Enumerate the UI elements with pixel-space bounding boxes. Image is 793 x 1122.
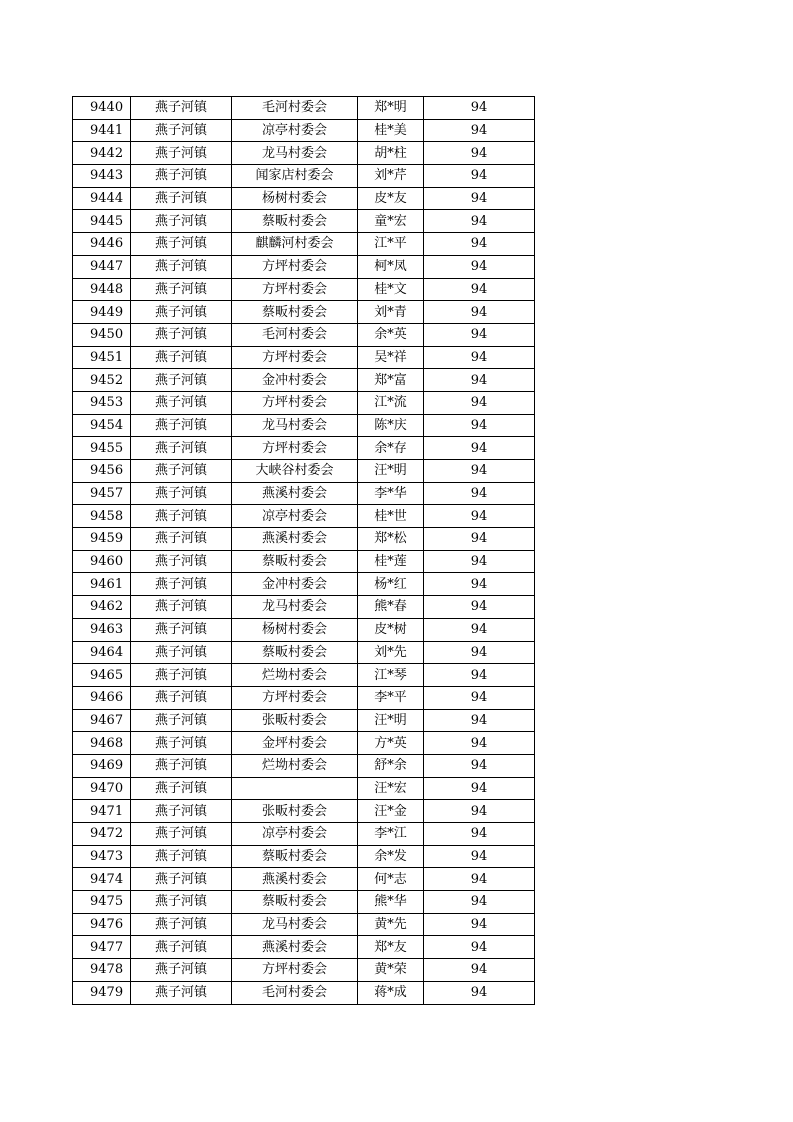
town-cell: 燕子河镇 — [131, 346, 232, 369]
village-cell: 毛河村委会 — [232, 323, 358, 346]
person-name-cell: 郑*友 — [358, 936, 424, 959]
town-cell: 燕子河镇 — [131, 868, 232, 891]
value-cell: 94 — [424, 255, 535, 278]
row-number-cell: 9444 — [73, 187, 131, 210]
value-cell: 94 — [424, 709, 535, 732]
town-cell: 燕子河镇 — [131, 641, 232, 664]
row-number-cell: 9464 — [73, 641, 131, 664]
table-row — [73, 233, 535, 256]
person-name-cell: 郑*松 — [358, 528, 424, 551]
town-cell: 燕子河镇 — [131, 936, 232, 959]
person-name-cell: 刘*先 — [358, 641, 424, 664]
row-number-cell: 9468 — [73, 732, 131, 755]
row-number-cell: 9475 — [73, 891, 131, 914]
value-cell: 94 — [424, 641, 535, 664]
town-cell: 燕子河镇 — [131, 437, 232, 460]
town-cell: 燕子河镇 — [131, 754, 232, 777]
village-cell: 张畈村委会 — [232, 709, 358, 732]
value-cell: 94 — [424, 187, 535, 210]
table-row — [73, 686, 535, 709]
town-cell: 燕子河镇 — [131, 255, 232, 278]
value-cell: 94 — [424, 800, 535, 823]
value-cell: 94 — [424, 823, 535, 846]
row-number-cell: 9445 — [73, 210, 131, 233]
table-row — [73, 823, 535, 846]
town-cell: 燕子河镇 — [131, 97, 232, 120]
value-cell: 94 — [424, 346, 535, 369]
town-cell: 燕子河镇 — [131, 800, 232, 823]
village-cell: 麒麟河村委会 — [232, 233, 358, 256]
person-name-cell: 舒*余 — [358, 754, 424, 777]
row-number-cell: 9469 — [73, 754, 131, 777]
table-row — [73, 641, 535, 664]
row-number-cell: 9473 — [73, 845, 131, 868]
village-cell: 龙马村委会 — [232, 913, 358, 936]
table-row — [73, 278, 535, 301]
table-row — [73, 210, 535, 233]
table-row — [73, 959, 535, 982]
table-row — [73, 664, 535, 687]
row-number-cell: 9450 — [73, 323, 131, 346]
row-number-cell: 9466 — [73, 686, 131, 709]
row-number-cell: 9456 — [73, 460, 131, 483]
person-name-cell: 郑*富 — [358, 369, 424, 392]
row-number-cell: 9440 — [73, 97, 131, 120]
table-row — [73, 482, 535, 505]
village-cell: 毛河村委会 — [232, 97, 358, 120]
row-number-cell: 9455 — [73, 437, 131, 460]
village-cell: 方坪村委会 — [232, 346, 358, 369]
value-cell: 94 — [424, 391, 535, 414]
table-row — [73, 800, 535, 823]
person-name-cell: 桂*世 — [358, 505, 424, 528]
value-cell: 94 — [424, 664, 535, 687]
town-cell: 燕子河镇 — [131, 301, 232, 324]
value-cell: 94 — [424, 505, 535, 528]
person-name-cell: 江*平 — [358, 233, 424, 256]
row-number-cell: 9463 — [73, 618, 131, 641]
village-cell: 龙马村委会 — [232, 414, 358, 437]
value-cell: 94 — [424, 97, 535, 120]
village-cell: 凉亭村委会 — [232, 505, 358, 528]
value-cell: 94 — [424, 981, 535, 1004]
town-cell: 燕子河镇 — [131, 278, 232, 301]
value-cell: 94 — [424, 550, 535, 573]
person-name-cell: 陈*庆 — [358, 414, 424, 437]
table-row — [73, 596, 535, 619]
town-cell: 燕子河镇 — [131, 505, 232, 528]
table-row — [73, 709, 535, 732]
table-row — [73, 346, 535, 369]
table-row — [73, 437, 535, 460]
town-cell: 燕子河镇 — [131, 981, 232, 1004]
person-name-cell: 蒋*成 — [358, 981, 424, 1004]
table-row — [73, 618, 535, 641]
table-row — [73, 255, 535, 278]
village-cell: 大峡谷村委会 — [232, 460, 358, 483]
person-name-cell: 汪*金 — [358, 800, 424, 823]
village-cell: 金冲村委会 — [232, 573, 358, 596]
row-number-cell: 9477 — [73, 936, 131, 959]
town-cell: 燕子河镇 — [131, 414, 232, 437]
row-number-cell: 9458 — [73, 505, 131, 528]
village-cell: 燕溪村委会 — [232, 936, 358, 959]
value-cell: 94 — [424, 891, 535, 914]
town-cell: 燕子河镇 — [131, 664, 232, 687]
value-cell: 94 — [424, 618, 535, 641]
table-row — [73, 913, 535, 936]
row-number-cell: 9442 — [73, 142, 131, 165]
village-cell — [232, 777, 358, 800]
table-row — [73, 936, 535, 959]
row-number-cell: 9472 — [73, 823, 131, 846]
person-name-cell: 熊*华 — [358, 891, 424, 914]
town-cell: 燕子河镇 — [131, 233, 232, 256]
value-cell: 94 — [424, 119, 535, 142]
town-cell: 燕子河镇 — [131, 119, 232, 142]
person-name-cell: 余*存 — [358, 437, 424, 460]
value-cell: 94 — [424, 210, 535, 233]
person-name-cell: 郑*明 — [358, 97, 424, 120]
village-cell: 张畈村委会 — [232, 800, 358, 823]
row-number-cell: 9443 — [73, 165, 131, 188]
person-name-cell: 江*流 — [358, 391, 424, 414]
row-number-cell: 9476 — [73, 913, 131, 936]
town-cell: 燕子河镇 — [131, 845, 232, 868]
row-number-cell: 9457 — [73, 482, 131, 505]
value-cell: 94 — [424, 301, 535, 324]
value-cell: 94 — [424, 845, 535, 868]
value-cell: 94 — [424, 278, 535, 301]
value-cell: 94 — [424, 868, 535, 891]
town-cell: 燕子河镇 — [131, 618, 232, 641]
village-cell: 燕溪村委会 — [232, 528, 358, 551]
town-cell: 燕子河镇 — [131, 959, 232, 982]
table-row — [73, 323, 535, 346]
row-number-cell: 9448 — [73, 278, 131, 301]
value-cell: 94 — [424, 323, 535, 346]
person-name-cell: 童*宏 — [358, 210, 424, 233]
person-name-cell: 桂*莲 — [358, 550, 424, 573]
village-cell: 烂坳村委会 — [232, 754, 358, 777]
village-cell: 方坪村委会 — [232, 686, 358, 709]
table-row — [73, 165, 535, 188]
row-number-cell: 9465 — [73, 664, 131, 687]
value-cell: 94 — [424, 165, 535, 188]
table-row — [73, 528, 535, 551]
village-cell: 燕溪村委会 — [232, 482, 358, 505]
village-cell: 凉亭村委会 — [232, 823, 358, 846]
person-name-cell: 黄*先 — [358, 913, 424, 936]
person-name-cell: 李*江 — [358, 823, 424, 846]
table-row — [73, 414, 535, 437]
town-cell: 燕子河镇 — [131, 686, 232, 709]
village-cell: 烂坳村委会 — [232, 664, 358, 687]
row-number-cell: 9460 — [73, 550, 131, 573]
row-number-cell: 9452 — [73, 369, 131, 392]
value-cell: 94 — [424, 528, 535, 551]
town-cell: 燕子河镇 — [131, 777, 232, 800]
value-cell: 94 — [424, 777, 535, 800]
row-number-cell: 9446 — [73, 233, 131, 256]
value-cell: 94 — [424, 573, 535, 596]
table-row — [73, 369, 535, 392]
town-cell: 燕子河镇 — [131, 573, 232, 596]
person-name-cell: 余*英 — [358, 323, 424, 346]
row-number-cell: 9474 — [73, 868, 131, 891]
town-cell: 燕子河镇 — [131, 323, 232, 346]
person-name-cell: 李*平 — [358, 686, 424, 709]
village-cell: 方坪村委会 — [232, 255, 358, 278]
town-cell: 燕子河镇 — [131, 709, 232, 732]
village-cell: 金坪村委会 — [232, 732, 358, 755]
village-cell: 蔡畈村委会 — [232, 641, 358, 664]
person-name-cell: 熊*春 — [358, 596, 424, 619]
person-name-cell: 何*志 — [358, 868, 424, 891]
value-cell: 94 — [424, 913, 535, 936]
table-row — [73, 550, 535, 573]
value-cell: 94 — [424, 437, 535, 460]
village-cell: 方坪村委会 — [232, 391, 358, 414]
person-name-cell: 杨*红 — [358, 573, 424, 596]
row-number-cell: 9447 — [73, 255, 131, 278]
table-row — [73, 119, 535, 142]
village-cell: 龙马村委会 — [232, 596, 358, 619]
town-cell: 燕子河镇 — [131, 528, 232, 551]
person-name-cell: 吴*祥 — [358, 346, 424, 369]
village-cell: 方坪村委会 — [232, 278, 358, 301]
village-cell: 方坪村委会 — [232, 437, 358, 460]
person-name-cell: 桂*美 — [358, 119, 424, 142]
town-cell: 燕子河镇 — [131, 732, 232, 755]
row-number-cell: 9459 — [73, 528, 131, 551]
row-number-cell: 9441 — [73, 119, 131, 142]
village-cell: 杨树村委会 — [232, 187, 358, 210]
value-cell: 94 — [424, 936, 535, 959]
town-cell: 燕子河镇 — [131, 482, 232, 505]
table-row — [73, 845, 535, 868]
table-row — [73, 732, 535, 755]
person-name-cell: 汪*宏 — [358, 777, 424, 800]
person-name-cell: 江*琴 — [358, 664, 424, 687]
table-row — [73, 754, 535, 777]
town-cell: 燕子河镇 — [131, 596, 232, 619]
table-row — [73, 777, 535, 800]
row-number-cell: 9462 — [73, 596, 131, 619]
person-name-cell: 刘*青 — [358, 301, 424, 324]
table-row — [73, 573, 535, 596]
village-cell: 蔡畈村委会 — [232, 550, 358, 573]
data-table — [72, 96, 535, 1005]
person-name-cell: 桂*文 — [358, 278, 424, 301]
person-name-cell: 方*英 — [358, 732, 424, 755]
table-row — [73, 142, 535, 165]
village-cell: 龙马村委会 — [232, 142, 358, 165]
village-cell: 凉亭村委会 — [232, 119, 358, 142]
person-name-cell: 皮*友 — [358, 187, 424, 210]
town-cell: 燕子河镇 — [131, 210, 232, 233]
table-row — [73, 460, 535, 483]
table-row — [73, 301, 535, 324]
value-cell: 94 — [424, 460, 535, 483]
village-cell: 蔡畈村委会 — [232, 210, 358, 233]
village-cell: 燕溪村委会 — [232, 868, 358, 891]
village-cell: 毛河村委会 — [232, 981, 358, 1004]
value-cell: 94 — [424, 732, 535, 755]
value-cell: 94 — [424, 959, 535, 982]
value-cell: 94 — [424, 754, 535, 777]
village-cell: 方坪村委会 — [232, 959, 358, 982]
value-cell: 94 — [424, 414, 535, 437]
village-cell: 金冲村委会 — [232, 369, 358, 392]
value-cell: 94 — [424, 369, 535, 392]
village-cell: 闻家店村委会 — [232, 165, 358, 188]
table-row — [73, 981, 535, 1004]
person-name-cell: 李*华 — [358, 482, 424, 505]
town-cell: 燕子河镇 — [131, 165, 232, 188]
person-name-cell: 皮*树 — [358, 618, 424, 641]
person-name-cell: 胡*柱 — [358, 142, 424, 165]
town-cell: 燕子河镇 — [131, 823, 232, 846]
table-row — [73, 868, 535, 891]
town-cell: 燕子河镇 — [131, 369, 232, 392]
person-name-cell: 柯*凤 — [358, 255, 424, 278]
table-body — [73, 97, 535, 1005]
value-cell: 94 — [424, 233, 535, 256]
table-row — [73, 891, 535, 914]
row-number-cell: 9449 — [73, 301, 131, 324]
row-number-cell: 9467 — [73, 709, 131, 732]
town-cell: 燕子河镇 — [131, 391, 232, 414]
person-name-cell: 刘*芹 — [358, 165, 424, 188]
value-cell: 94 — [424, 686, 535, 709]
person-name-cell: 余*发 — [358, 845, 424, 868]
table-row — [73, 391, 535, 414]
town-cell: 燕子河镇 — [131, 550, 232, 573]
town-cell: 燕子河镇 — [131, 891, 232, 914]
row-number-cell: 9478 — [73, 959, 131, 982]
town-cell: 燕子河镇 — [131, 187, 232, 210]
person-name-cell: 汪*明 — [358, 709, 424, 732]
village-cell: 杨树村委会 — [232, 618, 358, 641]
table-row — [73, 505, 535, 528]
village-cell: 蔡畈村委会 — [232, 891, 358, 914]
row-number-cell: 9479 — [73, 981, 131, 1004]
row-number-cell: 9454 — [73, 414, 131, 437]
village-cell: 蔡畈村委会 — [232, 301, 358, 324]
row-number-cell: 9470 — [73, 777, 131, 800]
row-number-cell: 9451 — [73, 346, 131, 369]
person-name-cell: 黄*荣 — [358, 959, 424, 982]
town-cell: 燕子河镇 — [131, 913, 232, 936]
row-number-cell: 9461 — [73, 573, 131, 596]
table-row — [73, 187, 535, 210]
value-cell: 94 — [424, 142, 535, 165]
value-cell: 94 — [424, 596, 535, 619]
value-cell: 94 — [424, 482, 535, 505]
town-cell: 燕子河镇 — [131, 460, 232, 483]
person-name-cell: 汪*明 — [358, 460, 424, 483]
row-number-cell: 9471 — [73, 800, 131, 823]
row-number-cell: 9453 — [73, 391, 131, 414]
village-cell: 蔡畈村委会 — [232, 845, 358, 868]
table-row — [73, 97, 535, 120]
town-cell: 燕子河镇 — [131, 142, 232, 165]
